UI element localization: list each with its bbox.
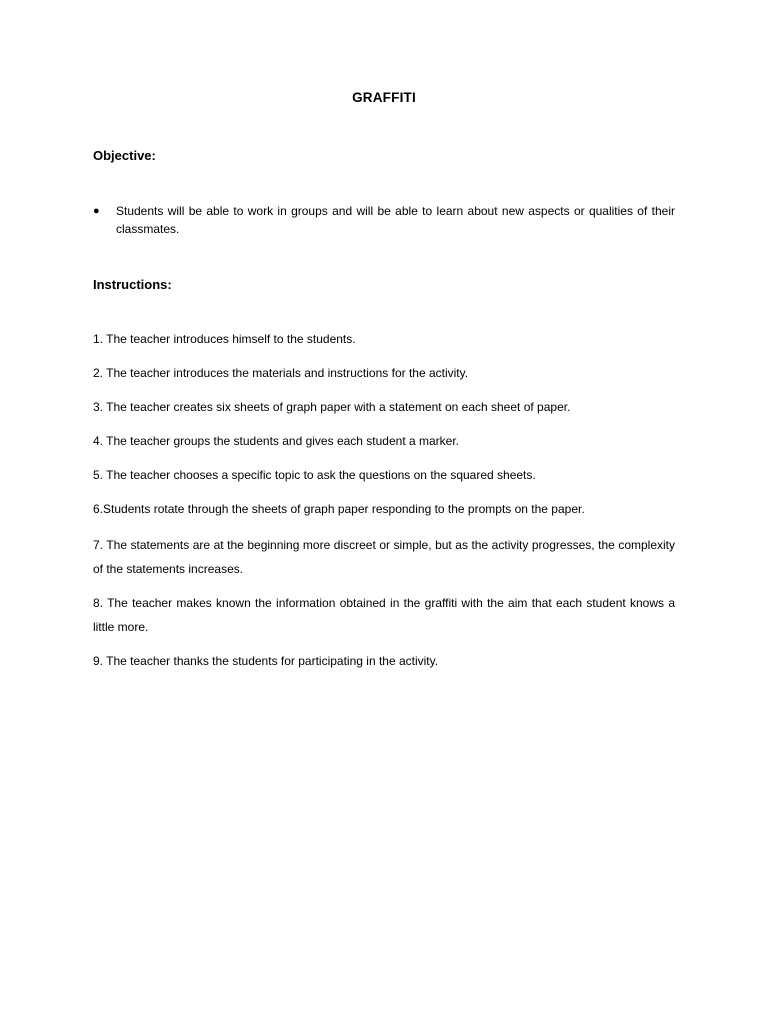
instruction-step-5: 5. The teacher chooses a specific topic to ask the questions on the squared sheets. — [93, 468, 536, 482]
objective-text: Students will be able to work in groups and will be able to learn about new aspects or qualities of their classmates. — [116, 204, 675, 236]
instruction-step-8: 8. The teacher makes known the information obtained in the graffiti with the aim that each student knows a little more. — [93, 596, 675, 634]
instruction-step-1: 1. The teacher introduces himself to the students. — [93, 332, 356, 346]
instruction-step-7: 7. The statements are at the beginning more discreet or simple, but as the activity progresses, the complexity of the statements increases. — [93, 538, 675, 576]
document-title: GRAFFITI — [352, 90, 416, 105]
instruction-step-9: 9. The teacher thanks the students for participating in the activity. — [93, 654, 439, 668]
instruction-step-2: 2. The teacher introduces the materials and instructions for the activity. — [93, 366, 469, 380]
instructions-heading: Instructions: — [93, 277, 172, 292]
instruction-step-6: 6.Students rotate through the sheets of graph paper responding to the prompts on the paper. — [93, 502, 585, 516]
bullet-icon: ● — [93, 205, 100, 217]
objective-bullet-item — [93, 202, 675, 238]
instruction-step-4: 4. The teacher groups the students and gives each student a marker. — [93, 434, 460, 448]
instruction-step-3: 3. The teacher creates six sheets of graph paper with a statement on each sheet of paper. — [93, 400, 571, 414]
objective-heading: Objective: — [93, 148, 156, 163]
